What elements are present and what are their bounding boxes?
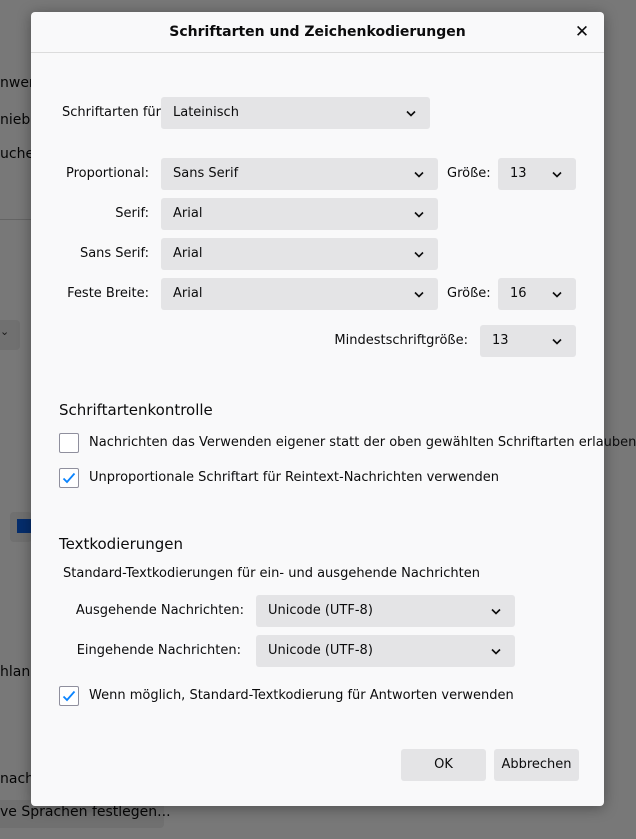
font-control-heading: Schriftartenkontrolle <box>59 401 213 419</box>
chevron-down-icon <box>550 325 564 357</box>
chevron-down-icon <box>404 97 418 129</box>
min-font-size-value: 13 <box>492 333 509 348</box>
incoming-encoding-dropdown[interactable] <box>256 635 515 667</box>
serif-font-value: Arial <box>173 206 203 221</box>
monospace-plaintext-label[interactable]: Unproportionale Schriftart für Reintext-Nachrichten verwenden <box>89 470 499 485</box>
proportional-label: Proportional: <box>65 166 149 181</box>
serif-label: Serif: <box>115 206 149 221</box>
incoming-encoding-value: Unicode (UTF-8) <box>268 643 373 658</box>
chevron-down-icon <box>412 278 426 310</box>
sans-serif-label: Sans Serif: <box>79 246 149 261</box>
cancel-button[interactable]: Abbrechen <box>494 749 579 781</box>
fonts-for-label: Schriftarten für <box>62 105 161 120</box>
outgoing-encoding-dropdown[interactable] <box>256 595 515 627</box>
min-font-size-label: Mindestschriftgröße: <box>334 333 468 348</box>
chevron-down-icon <box>412 238 426 270</box>
text-encodings-description: Standard-Textkodierungen für ein- und ausgehende Nachrichten <box>63 566 480 581</box>
allow-own-fonts-label[interactable]: Nachrichten das Verwenden eigener statt der oben gewählten Schriftarten erlauben <box>89 435 636 450</box>
chevron-down-icon <box>412 158 426 190</box>
chevron-down-icon <box>489 595 503 627</box>
monospace-size-label: Größe: <box>447 286 491 301</box>
ok-button[interactable]: OK <box>401 749 486 781</box>
allow-own-fonts-checkbox[interactable] <box>59 433 79 453</box>
monospace-font-dropdown[interactable] <box>161 278 438 310</box>
proportional-font-value: Sans Serif <box>173 166 239 181</box>
checkmark-icon <box>62 472 76 484</box>
fonts-for-value: Lateinisch <box>173 105 239 120</box>
outgoing-encoding-value: Unicode (UTF-8) <box>268 603 373 618</box>
chevron-down-icon <box>412 198 426 230</box>
chevron-down-icon <box>489 635 503 667</box>
monospace-size-value: 16 <box>510 286 527 301</box>
monospace-plaintext-checkbox[interactable] <box>59 468 79 488</box>
proportional-font-dropdown[interactable] <box>161 158 438 190</box>
monospace-font-value: Arial <box>173 286 203 301</box>
min-font-size-dropdown[interactable] <box>480 325 576 357</box>
monospace-label: Feste Breite: <box>67 286 149 301</box>
text-encodings-heading: Textkodierungen <box>59 535 184 553</box>
dialog-titlebar <box>31 12 604 53</box>
outgoing-encoding-label: Ausgehende Nachrichten: <box>75 603 244 618</box>
incoming-encoding-label: Eingehende Nachrichten: <box>76 643 241 658</box>
proportional-size-dropdown[interactable] <box>498 158 576 190</box>
reply-default-encoding-label[interactable]: Wenn möglich, Standard-Textkodierung für Antworten verwenden <box>89 688 514 703</box>
close-icon[interactable]: ✕ <box>574 22 590 42</box>
dialog-title: Schriftarten und Zeichenkodierungen <box>169 24 466 40</box>
monospace-size-dropdown[interactable] <box>498 278 576 310</box>
serif-font-dropdown[interactable] <box>161 198 438 230</box>
reply-default-encoding-checkbox[interactable] <box>59 686 79 706</box>
proportional-size-label: Größe: <box>447 166 491 181</box>
chevron-down-icon <box>550 278 564 310</box>
proportional-size-value: 13 <box>510 166 527 181</box>
sans-serif-font-value: Arial <box>173 246 203 261</box>
fonts-encodings-dialog <box>31 12 636 806</box>
checkmark-icon <box>62 690 76 702</box>
fonts-for-dropdown[interactable] <box>161 97 430 129</box>
chevron-down-icon <box>550 158 564 190</box>
sans-serif-font-dropdown[interactable] <box>161 238 438 270</box>
